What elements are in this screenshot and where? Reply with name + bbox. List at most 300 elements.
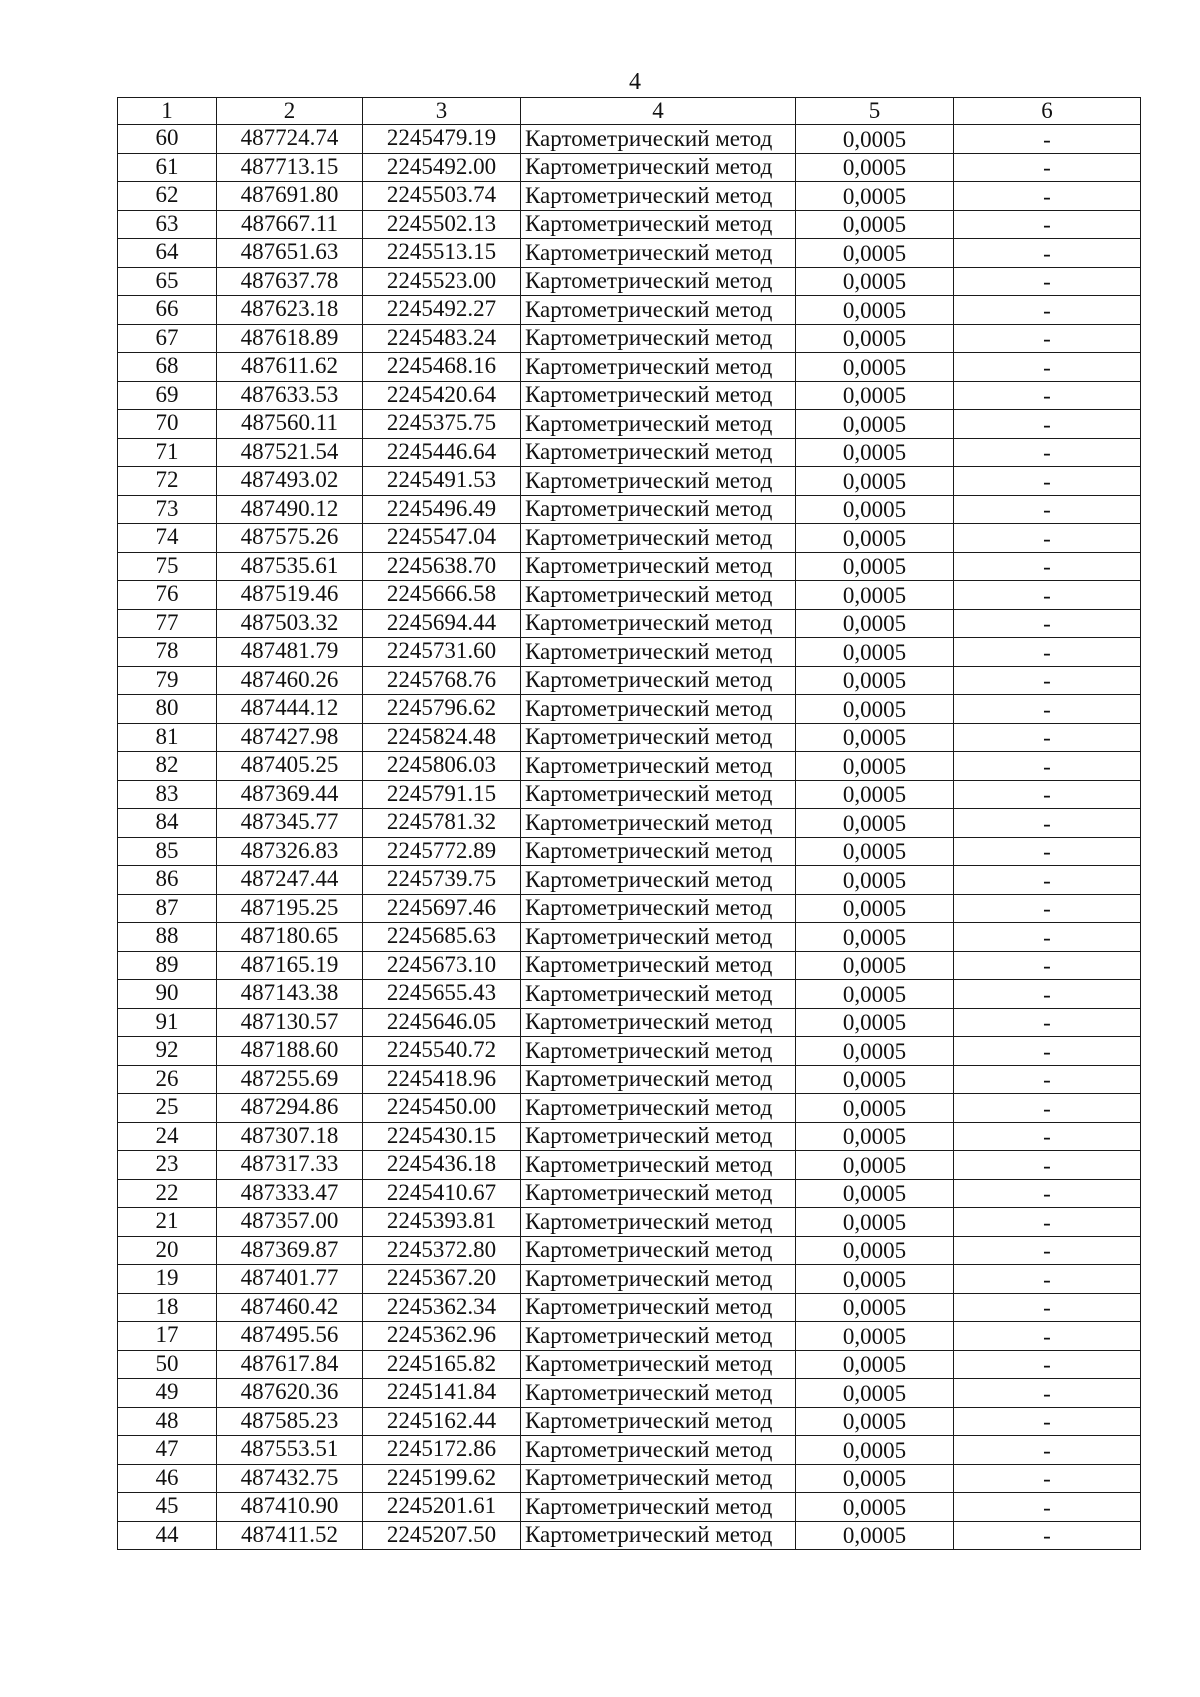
header-row (118, 98, 1141, 125)
accuracy-cell: 0,0005 (796, 296, 954, 325)
table-row (118, 1379, 1141, 1408)
accuracy-cell: 0,0005 (796, 638, 954, 667)
note-cell: - (954, 1208, 1141, 1237)
accuracy-cell: 0,0005 (796, 780, 954, 809)
coord-x-cell: 487333.47 (217, 1179, 363, 1208)
accuracy-cell: 0,0005 (796, 438, 954, 467)
coord-y-cell: 2245410.67 (363, 1179, 521, 1208)
coord-y-cell: 2245768.76 (363, 666, 521, 695)
point-number-cell: 92 (118, 1037, 217, 1066)
coord-y-cell: 2245436.18 (363, 1151, 521, 1180)
coord-y-cell: 2245362.34 (363, 1293, 521, 1322)
coord-y-cell: 2245806.03 (363, 752, 521, 781)
accuracy-cell: 0,0005 (796, 182, 954, 211)
point-number-cell: 85 (118, 837, 217, 866)
accuracy-cell: 0,0005 (796, 381, 954, 410)
coordinates-table (117, 97, 1141, 1550)
point-number-cell: 21 (118, 1208, 217, 1237)
point-number-cell: 77 (118, 609, 217, 638)
accuracy-cell: 0,0005 (796, 1322, 954, 1351)
note-cell: - (954, 239, 1141, 268)
coord-y-cell: 2245638.70 (363, 552, 521, 581)
note-cell: - (954, 524, 1141, 553)
note-cell: - (954, 1008, 1141, 1037)
coord-y-cell: 2245201.61 (363, 1493, 521, 1522)
table-row (118, 1008, 1141, 1037)
table-row (118, 1094, 1141, 1123)
note-cell: - (954, 723, 1141, 752)
method-cell: Картометрический метод (521, 1350, 796, 1379)
table-row (118, 1236, 1141, 1265)
coord-x-cell: 487444.12 (217, 695, 363, 724)
coord-x-cell: 487521.54 (217, 438, 363, 467)
note-cell: - (954, 438, 1141, 467)
coord-y-cell: 2245673.10 (363, 951, 521, 980)
point-number-cell: 48 (118, 1407, 217, 1436)
accuracy-cell: 0,0005 (796, 752, 954, 781)
coord-y-cell: 2245547.04 (363, 524, 521, 553)
page-number: 4 (629, 69, 641, 95)
method-cell: Картометрический метод (521, 125, 796, 154)
coord-x-cell: 487188.60 (217, 1037, 363, 1066)
table-row (118, 837, 1141, 866)
method-cell: Картометрический метод (521, 267, 796, 296)
method-cell: Картометрический метод (521, 1151, 796, 1180)
note-cell: - (954, 809, 1141, 838)
method-cell: Картометрический метод (521, 609, 796, 638)
point-number-cell: 79 (118, 666, 217, 695)
method-cell: Картометрический метод (521, 1094, 796, 1123)
table-row (118, 866, 1141, 895)
note-cell: - (954, 1436, 1141, 1465)
accuracy-cell: 0,0005 (796, 980, 954, 1009)
method-cell: Картометрический метод (521, 1436, 796, 1465)
point-number-cell: 73 (118, 495, 217, 524)
coord-y-cell: 2245491.53 (363, 467, 521, 496)
coord-x-cell: 487294.86 (217, 1094, 363, 1123)
point-number-cell: 69 (118, 381, 217, 410)
method-cell: Картометрический метод (521, 210, 796, 239)
table-row (118, 524, 1141, 553)
method-cell: Картометрический метод (521, 1208, 796, 1237)
method-cell: Картометрический метод (521, 1265, 796, 1294)
table-row (118, 1464, 1141, 1493)
coord-x-cell: 487560.11 (217, 410, 363, 439)
coord-y-cell: 2245697.46 (363, 894, 521, 923)
note-cell: - (954, 210, 1141, 239)
coord-x-cell: 487369.87 (217, 1236, 363, 1265)
note-cell: - (954, 1236, 1141, 1265)
note-cell: - (954, 1464, 1141, 1493)
accuracy-cell: 0,0005 (796, 866, 954, 895)
method-cell: Картометрический метод (521, 1122, 796, 1151)
point-number-cell: 76 (118, 581, 217, 610)
coord-x-cell: 487724.74 (217, 125, 363, 154)
accuracy-cell: 0,0005 (796, 1179, 954, 1208)
accuracy-cell: 0,0005 (796, 1122, 954, 1151)
coord-x-cell: 487481.79 (217, 638, 363, 667)
point-number-cell: 20 (118, 1236, 217, 1265)
coord-y-cell: 2245503.74 (363, 182, 521, 211)
point-number-cell: 74 (118, 524, 217, 553)
note-cell: - (954, 353, 1141, 382)
note-cell: - (954, 1151, 1141, 1180)
accuracy-cell: 0,0005 (796, 723, 954, 752)
coordinates-table-container (117, 97, 1140, 1550)
point-number-cell: 50 (118, 1350, 217, 1379)
coord-y-cell: 2245666.58 (363, 581, 521, 610)
table-row (118, 1208, 1141, 1237)
method-cell: Картометрический метод (521, 666, 796, 695)
method-cell: Картометрический метод (521, 1379, 796, 1408)
table-row (118, 752, 1141, 781)
note-cell: - (954, 1122, 1141, 1151)
point-number-cell: 70 (118, 410, 217, 439)
note-cell: - (954, 153, 1141, 182)
coord-y-cell: 2245796.62 (363, 695, 521, 724)
method-cell: Картометрический метод (521, 951, 796, 980)
accuracy-cell: 0,0005 (796, 1493, 954, 1522)
coord-x-cell: 487575.26 (217, 524, 363, 553)
method-cell: Картометрический метод (521, 467, 796, 496)
table-row (118, 951, 1141, 980)
coord-y-cell: 2245468.16 (363, 353, 521, 382)
table-row (118, 1436, 1141, 1465)
coord-y-cell: 2245446.64 (363, 438, 521, 467)
table-row (118, 609, 1141, 638)
coord-x-cell: 487345.77 (217, 809, 363, 838)
note-cell: - (954, 125, 1141, 154)
method-cell: Картометрический метод (521, 923, 796, 952)
coord-x-cell: 487130.57 (217, 1008, 363, 1037)
table-row (118, 438, 1141, 467)
table-row (118, 666, 1141, 695)
accuracy-cell: 0,0005 (796, 581, 954, 610)
point-number-cell: 90 (118, 980, 217, 1009)
coord-x-cell: 487503.32 (217, 609, 363, 638)
accuracy-cell: 0,0005 (796, 1208, 954, 1237)
coord-x-cell: 487165.19 (217, 951, 363, 980)
coord-y-cell: 2245492.00 (363, 153, 521, 182)
coord-x-cell: 487637.78 (217, 267, 363, 296)
coord-y-cell: 2245824.48 (363, 723, 521, 752)
point-number-cell: 68 (118, 353, 217, 382)
coord-y-cell: 2245393.81 (363, 1208, 521, 1237)
method-cell: Картометрический метод (521, 552, 796, 581)
coord-y-cell: 2245479.19 (363, 125, 521, 154)
method-cell: Картометрический метод (521, 1407, 796, 1436)
point-number-cell: 91 (118, 1008, 217, 1037)
coord-y-cell: 2245450.00 (363, 1094, 521, 1123)
note-cell: - (954, 296, 1141, 325)
method-cell: Картометрический метод (521, 780, 796, 809)
table-row (118, 552, 1141, 581)
coord-x-cell: 487411.52 (217, 1521, 363, 1550)
coord-y-cell: 2245430.15 (363, 1122, 521, 1151)
table-row (118, 1293, 1141, 1322)
accuracy-cell: 0,0005 (796, 153, 954, 182)
table-row (118, 239, 1141, 268)
coord-x-cell: 487519.46 (217, 581, 363, 610)
method-cell: Картометрический метод (521, 1008, 796, 1037)
coord-x-cell: 487490.12 (217, 495, 363, 524)
table-row (118, 1521, 1141, 1550)
coord-x-cell: 487247.44 (217, 866, 363, 895)
point-number-cell: 19 (118, 1265, 217, 1294)
accuracy-cell: 0,0005 (796, 666, 954, 695)
table-row (118, 1493, 1141, 1522)
coord-x-cell: 487460.42 (217, 1293, 363, 1322)
note-cell: - (954, 866, 1141, 895)
note-cell: - (954, 695, 1141, 724)
accuracy-cell: 0,0005 (796, 1037, 954, 1066)
table-row (118, 182, 1141, 211)
point-number-cell: 80 (118, 695, 217, 724)
coord-x-cell: 487667.11 (217, 210, 363, 239)
coord-y-cell: 2245685.63 (363, 923, 521, 952)
note-cell: - (954, 467, 1141, 496)
coord-x-cell: 487623.18 (217, 296, 363, 325)
coord-x-cell: 487617.84 (217, 1350, 363, 1379)
table-row (118, 894, 1141, 923)
table-row (118, 267, 1141, 296)
table-body (118, 125, 1141, 1550)
point-number-cell: 22 (118, 1179, 217, 1208)
accuracy-cell: 0,0005 (796, 210, 954, 239)
coord-y-cell: 2245791.15 (363, 780, 521, 809)
table-row (118, 980, 1141, 1009)
table-row (118, 467, 1141, 496)
note-cell: - (954, 894, 1141, 923)
point-number-cell: 60 (118, 125, 217, 154)
note-cell: - (954, 267, 1141, 296)
method-cell: Картометрический метод (521, 638, 796, 667)
method-cell: Картометрический метод (521, 353, 796, 382)
coord-x-cell: 487611.62 (217, 353, 363, 382)
point-number-cell: 83 (118, 780, 217, 809)
coord-y-cell: 2245375.75 (363, 410, 521, 439)
coord-y-cell: 2245694.44 (363, 609, 521, 638)
note-cell: - (954, 410, 1141, 439)
table-row (118, 1265, 1141, 1294)
accuracy-cell: 0,0005 (796, 1379, 954, 1408)
point-number-cell: 64 (118, 239, 217, 268)
coord-x-cell: 487618.89 (217, 324, 363, 353)
table-row (118, 923, 1141, 952)
method-cell: Картометрический метод (521, 182, 796, 211)
note-cell: - (954, 980, 1141, 1009)
point-number-cell: 88 (118, 923, 217, 952)
point-number-cell: 61 (118, 153, 217, 182)
coord-y-cell: 2245492.27 (363, 296, 521, 325)
point-number-cell: 87 (118, 894, 217, 923)
table-row (118, 125, 1141, 154)
note-cell: - (954, 1293, 1141, 1322)
note-cell: - (954, 581, 1141, 610)
accuracy-cell: 0,0005 (796, 1436, 954, 1465)
note-cell: - (954, 752, 1141, 781)
note-cell: - (954, 1265, 1141, 1294)
point-number-cell: 44 (118, 1521, 217, 1550)
accuracy-cell: 0,0005 (796, 1407, 954, 1436)
method-cell: Картометрический метод (521, 1521, 796, 1550)
accuracy-cell: 0,0005 (796, 1008, 954, 1037)
header-col-6: 6 (954, 98, 1141, 125)
method-cell: Картометрический метод (521, 980, 796, 1009)
coord-x-cell: 487691.80 (217, 182, 363, 211)
note-cell: - (954, 1094, 1141, 1123)
accuracy-cell: 0,0005 (796, 837, 954, 866)
note-cell: - (954, 951, 1141, 980)
coord-y-cell: 2245646.05 (363, 1008, 521, 1037)
coord-x-cell: 487495.56 (217, 1322, 363, 1351)
note-cell: - (954, 1493, 1141, 1522)
accuracy-cell: 0,0005 (796, 410, 954, 439)
method-cell: Картометрический метод (521, 495, 796, 524)
coord-y-cell: 2245739.75 (363, 866, 521, 895)
coord-y-cell: 2245420.64 (363, 381, 521, 410)
coord-x-cell: 487493.02 (217, 467, 363, 496)
header-col-5: 5 (796, 98, 954, 125)
point-number-cell: 81 (118, 723, 217, 752)
point-number-cell: 62 (118, 182, 217, 211)
table-row (118, 581, 1141, 610)
note-cell: - (954, 666, 1141, 695)
note-cell: - (954, 638, 1141, 667)
note-cell: - (954, 552, 1141, 581)
method-cell: Картометрический метод (521, 410, 796, 439)
point-number-cell: 18 (118, 1293, 217, 1322)
point-number-cell: 17 (118, 1322, 217, 1351)
header-col-4: 4 (521, 98, 796, 125)
method-cell: Картометрический метод (521, 1493, 796, 1522)
coord-y-cell: 2245207.50 (363, 1521, 521, 1550)
coord-y-cell: 2245502.13 (363, 210, 521, 239)
coord-y-cell: 2245162.44 (363, 1407, 521, 1436)
accuracy-cell: 0,0005 (796, 951, 954, 980)
accuracy-cell: 0,0005 (796, 552, 954, 581)
method-cell: Картометрический метод (521, 239, 796, 268)
table-row (118, 495, 1141, 524)
accuracy-cell: 0,0005 (796, 1151, 954, 1180)
point-number-cell: 78 (118, 638, 217, 667)
coord-y-cell: 2245513.15 (363, 239, 521, 268)
table-row (118, 1179, 1141, 1208)
note-cell: - (954, 324, 1141, 353)
table-row (118, 780, 1141, 809)
note-cell: - (954, 837, 1141, 866)
point-number-cell: 71 (118, 438, 217, 467)
method-cell: Картометрический метод (521, 809, 796, 838)
coord-y-cell: 2245165.82 (363, 1350, 521, 1379)
accuracy-cell: 0,0005 (796, 1464, 954, 1493)
accuracy-cell: 0,0005 (796, 923, 954, 952)
table-row (118, 324, 1141, 353)
point-number-cell: 86 (118, 866, 217, 895)
note-cell: - (954, 381, 1141, 410)
coord-x-cell: 487432.75 (217, 1464, 363, 1493)
coord-x-cell: 487713.15 (217, 153, 363, 182)
table-row (118, 1407, 1141, 1436)
table-header (118, 98, 1141, 125)
coord-x-cell: 487620.36 (217, 1379, 363, 1408)
accuracy-cell: 0,0005 (796, 1094, 954, 1123)
point-number-cell: 47 (118, 1436, 217, 1465)
coord-x-cell: 487143.38 (217, 980, 363, 1009)
note-cell: - (954, 1407, 1141, 1436)
coord-x-cell: 487405.25 (217, 752, 363, 781)
table-row (118, 809, 1141, 838)
coord-y-cell: 2245483.24 (363, 324, 521, 353)
method-cell: Картометрический метод (521, 381, 796, 410)
table-row (118, 723, 1141, 752)
method-cell: Картометрический метод (521, 723, 796, 752)
method-cell: Картометрический метод (521, 752, 796, 781)
note-cell: - (954, 182, 1141, 211)
coord-x-cell: 487410.90 (217, 1493, 363, 1522)
method-cell: Картометрический метод (521, 1464, 796, 1493)
coord-x-cell: 487255.69 (217, 1065, 363, 1094)
method-cell: Картометрический метод (521, 1322, 796, 1351)
coord-y-cell: 2245199.62 (363, 1464, 521, 1493)
coord-y-cell: 2245418.96 (363, 1065, 521, 1094)
accuracy-cell: 0,0005 (796, 809, 954, 838)
coord-y-cell: 2245172.86 (363, 1436, 521, 1465)
coord-x-cell: 487357.00 (217, 1208, 363, 1237)
accuracy-cell: 0,0005 (796, 524, 954, 553)
header-col-2: 2 (217, 98, 363, 125)
coord-x-cell: 487317.33 (217, 1151, 363, 1180)
accuracy-cell: 0,0005 (796, 1265, 954, 1294)
note-cell: - (954, 495, 1141, 524)
note-cell: - (954, 923, 1141, 952)
table-row (118, 381, 1141, 410)
note-cell: - (954, 1179, 1141, 1208)
coord-y-cell: 2245772.89 (363, 837, 521, 866)
coord-x-cell: 487401.77 (217, 1265, 363, 1294)
coord-x-cell: 487195.25 (217, 894, 363, 923)
accuracy-cell: 0,0005 (796, 1236, 954, 1265)
accuracy-cell: 0,0005 (796, 1065, 954, 1094)
accuracy-cell: 0,0005 (796, 267, 954, 296)
coord-x-cell: 487553.51 (217, 1436, 363, 1465)
note-cell: - (954, 609, 1141, 638)
coord-x-cell: 487651.63 (217, 239, 363, 268)
accuracy-cell: 0,0005 (796, 495, 954, 524)
accuracy-cell: 0,0005 (796, 353, 954, 382)
point-number-cell: 46 (118, 1464, 217, 1493)
coord-y-cell: 2245655.43 (363, 980, 521, 1009)
note-cell: - (954, 1379, 1141, 1408)
coord-x-cell: 487180.65 (217, 923, 363, 952)
method-cell: Картометрический метод (521, 581, 796, 610)
coord-x-cell: 487369.44 (217, 780, 363, 809)
coord-y-cell: 2245367.20 (363, 1265, 521, 1294)
coord-y-cell: 2245523.00 (363, 267, 521, 296)
accuracy-cell: 0,0005 (796, 1521, 954, 1550)
method-cell: Картометрический метод (521, 837, 796, 866)
accuracy-cell: 0,0005 (796, 695, 954, 724)
coord-y-cell: 2245141.84 (363, 1379, 521, 1408)
method-cell: Картометрический метод (521, 1293, 796, 1322)
point-number-cell: 45 (118, 1493, 217, 1522)
note-cell: - (954, 1037, 1141, 1066)
method-cell: Картометрический метод (521, 1179, 796, 1208)
coord-x-cell: 487585.23 (217, 1407, 363, 1436)
accuracy-cell: 0,0005 (796, 239, 954, 268)
method-cell: Картометрический метод (521, 1037, 796, 1066)
point-number-cell: 67 (118, 324, 217, 353)
